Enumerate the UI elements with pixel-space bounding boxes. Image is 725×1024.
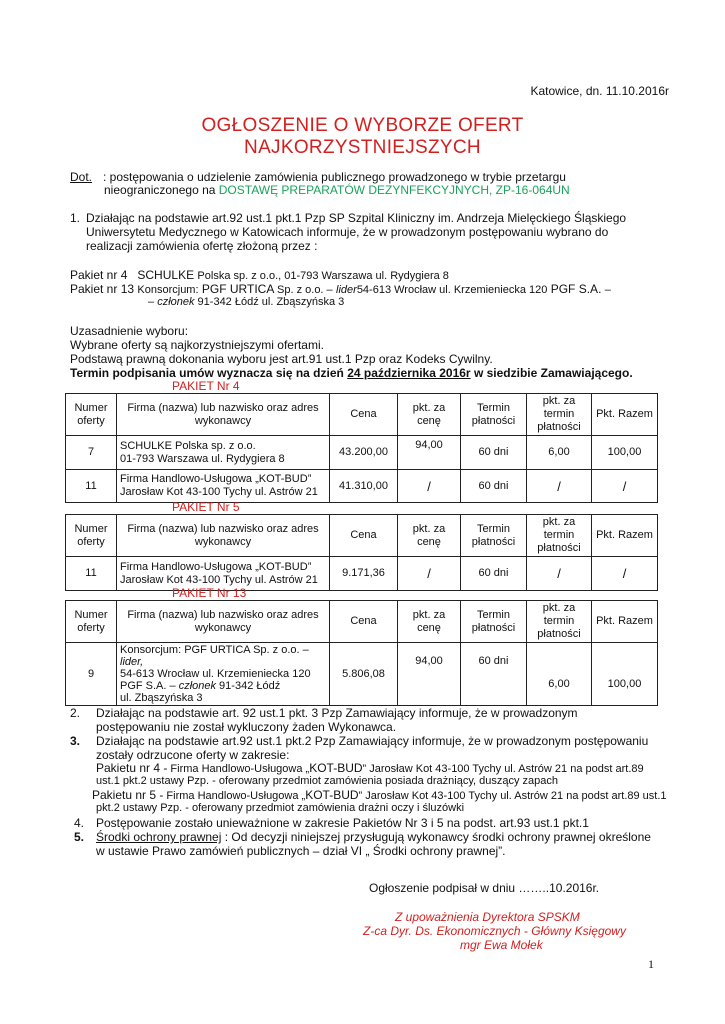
header-term-points: pkt. za termin płatności [527, 515, 592, 557]
firm-l1b: PGF URTICA [184, 644, 251, 656]
table-row [66, 436, 658, 470]
header-price-points: pkt. za cenę [398, 601, 461, 643]
justification-line2: Wybrane oferty są najkorzystniejszymi ofertami. [70, 338, 324, 352]
table-header-row [66, 394, 658, 436]
page-title-line1: OGŁOSZENIE O WYBORZE OFERT [201, 115, 524, 136]
firm-l3d: 91-342 Łódź [216, 680, 281, 692]
dot-text-line2 [104, 183, 570, 197]
p3b-text2: ” Jarosław Kot 43-100 Tychy ul. Astrów 21 na podst art.89 ust.1 [358, 790, 667, 802]
firm-name-a: Firma Handlowo-Usługowa „ [120, 473, 259, 485]
winner-p13-mid: Sp. z o.o. – [277, 284, 333, 296]
winner-p13-addr2: 91-342 Łódź ul. Zbąszyńska 3 [197, 296, 345, 308]
payment-term: 60 dni [461, 470, 527, 503]
price: 5.806,08 [330, 643, 398, 706]
point3-pakiet4-line2: ust.1 pkt.2 ustawy Pzp. - oferowany przedmiot zamówienia posiada drażniący, duszący zapach [96, 775, 559, 787]
point1-line2: Uniwersytetu Medycznego w Katowicach informuje, że w prowadzonym postępowaniu wybrano do [86, 225, 609, 239]
table-label-pakiet13: PAKIET Nr 13 [172, 586, 247, 600]
firm-l1c: Sp. z o.o. – [250, 644, 309, 656]
p3a-text2: ” Jarosław Kot 43-100 Tychy ul. Astrów 21 na podst art.89 [362, 763, 644, 775]
table-label-pakiet5: PAKIET Nr 5 [172, 500, 240, 514]
point5-text: : Od decyzji niniejszej przysługują wykonawcy środki ochrony prawnej określone [221, 830, 651, 844]
point3-num: 3. [70, 734, 81, 748]
header-firm: Firma (nazwa) lub nazwisko oraz adres wykonawcy [117, 515, 330, 557]
winner-p13-label: Pakiet nr 13 [70, 282, 135, 296]
winner-p13-czlonek: członek [157, 296, 195, 308]
offers-table-pakiet4 [65, 393, 658, 503]
header-offer-number: Numer oferty [66, 515, 117, 557]
total-points: 100,00 [592, 436, 658, 470]
term-points: / [527, 470, 592, 503]
winner-pakiet4 [70, 268, 449, 283]
header-price: Cena [330, 601, 398, 643]
point3-line1: Działając na podstawie art.92 ust.1 pkt.2 Pzp Zamawiający informuje, że w prowadzonym postępowaniu [96, 734, 649, 748]
term-points: 6,00 [527, 643, 592, 706]
offer-number: 7 [66, 436, 117, 470]
legal-remedies-link: Środki ochrony prawnej [96, 830, 222, 844]
firm-l1a: Konsorcjum: [120, 644, 185, 656]
point3-pakiet5 [92, 789, 667, 803]
p3b-text1: Firma Handlowo-Usługowa „ [163, 790, 306, 802]
point5-line2: w ustawie Prawo zamówień publicznych – dział VI „ Środki ochrony prawnej”. [96, 844, 506, 858]
justification-line3: Podstawą prawną dokonania wyboru jest art.91 ust.1 Pzp oraz Kodeks Cywilny. [70, 352, 493, 366]
point3-line2: zostały odrzucone oferty w zakresie: [96, 748, 290, 762]
header-total: Pkt. Razem [592, 601, 658, 643]
table-header-row [66, 601, 658, 643]
table-header-row [66, 515, 658, 557]
winner-pakiet13 [70, 282, 611, 297]
firm-address: 01-793 Warszawa ul. Rydygiera 8 [120, 452, 285, 465]
point1-num: 1. [70, 211, 81, 225]
header-price: Cena [330, 515, 398, 557]
signature-name: mgr Ewa Mołek [460, 938, 543, 952]
offer-number: 11 [66, 557, 117, 591]
header-payment-term: Termin płatności [461, 601, 527, 643]
winner-p4-label: Pakiet nr 4 [70, 268, 128, 282]
point3-pakiet5-line2: pkt.2 ustawy Pzp. - oferowany przedmiot zamówienia drażni oczy i śluzówki [96, 802, 465, 814]
offers-table-pakiet5 [65, 514, 658, 591]
term-date: 24 października 2016r [347, 366, 471, 380]
payment-term: 60 dni [461, 436, 527, 470]
header-price-points: pkt. za cenę [398, 515, 461, 557]
tender-subject: DOSTAWĘ PREPARATÓW DEZYNFEKCYJNYCH, ZP-16-064UN [218, 183, 570, 197]
payment-term: 60 dni [461, 557, 527, 591]
firm-l1d: lider, [120, 656, 144, 668]
winner-p4-company: SCHULKE [137, 268, 195, 282]
header-term-points: pkt. za termin płatności [527, 394, 592, 436]
point5-num: 5. [74, 830, 85, 844]
offers-table-pakiet13 [65, 600, 658, 706]
winner-p13-lider: lider [336, 284, 357, 296]
point4-num: 4. [74, 816, 85, 830]
winner-p13-dash: – [604, 284, 611, 296]
winner-p4-address: Polska sp. z o.o., 01-793 Warszawa ul. Rydygiera 8 [197, 270, 449, 282]
firm-name-kot: KOT-BUD [258, 473, 308, 485]
price: 9.171,36 [330, 557, 398, 591]
point2-num: 2. [70, 706, 81, 720]
point5-line1 [96, 830, 651, 844]
signed-date: Ogłoszenie podpisał w dniu ……..10.2016r. [369, 881, 600, 895]
dot-label-text: Dot. [70, 170, 93, 184]
table-label-pakiet4: PAKIET Nr 4 [172, 379, 240, 393]
header-total: Pkt. Razem [592, 394, 658, 436]
point3-pakiet4 [96, 762, 644, 776]
firm-cell [117, 643, 330, 706]
table-row [66, 643, 658, 706]
point1-line3: realizacji zamówienia ofertę złożoną przez : [86, 239, 318, 253]
header-total: Pkt. Razem [592, 515, 658, 557]
p3b-label: Pakietu nr 5 - [92, 788, 164, 802]
term-points: / [527, 557, 592, 591]
header-offer-number: Numer oferty [66, 601, 117, 643]
page-number: 1 [648, 957, 654, 971]
header-price-points: pkt. za cenę [398, 394, 461, 436]
point2-line2: postępowaniu nie został wykluczony żaden Wykonawca. [96, 720, 397, 734]
place-date: Katowice, dn. 11.10.2016r [530, 84, 669, 98]
header-term-points: pkt. za termin płatności [527, 601, 592, 643]
winner-p13-pgf: PGF S.A. [550, 282, 602, 296]
payment-term: 60 dni [461, 643, 527, 706]
price-points: / [398, 470, 461, 503]
header-offer-number: Numer oferty [66, 394, 117, 436]
offer-number: 9 [66, 643, 117, 706]
price: 43.200,00 [330, 436, 398, 470]
header-firm: Firma (nazwa) lub nazwisko oraz adres wykonawcy [117, 601, 330, 643]
p3a-label: Pakietu nr 4 - [96, 761, 168, 775]
winner-p13-addr: 54-613 Wrocław ul. Krzemieniecka 120 [356, 284, 548, 296]
point1-line1: Działając na podstawie art.92 ust.1 pkt.1 Pzp SP Szpital Kliniczny im. Andrzeja Mielęckiego Śląskiego [86, 211, 627, 225]
firm-l3b: – [166, 680, 179, 692]
firm-name-a: Firma Handlowo-Usługowa „ [120, 560, 259, 573]
firm-l3c: członek [178, 680, 216, 692]
header-payment-term: Termin płatności [461, 515, 527, 557]
dot-text-line1: : postępowania o udzielenie zamówienia publicznego prowadzonego w trybie przetargu [103, 170, 566, 184]
firm-cell [117, 470, 330, 503]
header-price: Cena [330, 394, 398, 436]
firm-name-kot: KOT-BUD [258, 560, 308, 573]
firm-l4: ul. Zbąszyńska 3 [120, 692, 203, 704]
dot-label [70, 170, 92, 184]
price-points: / [398, 557, 461, 591]
header-payment-term: Termin płatności [461, 394, 527, 436]
price-points: 94,00 [398, 643, 461, 706]
price-points: 94,00 [398, 436, 461, 470]
table-row [66, 557, 658, 591]
table-row [66, 470, 658, 503]
firm-l3a: PGF S.A. [120, 680, 167, 692]
total-points: / [592, 557, 658, 591]
p3a-text1: Firma Handlowo-Usługowa „ [167, 763, 310, 775]
p3a-kot: KOT-BUD [309, 761, 363, 775]
firm-address: Jarosław Kot 43-100 Tychy ul. Astrów 21 [120, 573, 318, 586]
total-points: 100,00 [592, 643, 658, 706]
firm-address: Jarosław Kot 43-100 Tychy ul. Astrów 21 [120, 486, 318, 498]
signing-term [70, 366, 633, 380]
firm-l2: 54-613 Wrocław ul. Krzemieniecka 120 [120, 668, 311, 680]
term-points: 6,00 [527, 436, 592, 470]
total-points: / [592, 470, 658, 503]
term-text-a: Termin podpisania umów wyznacza się na dzień [70, 366, 344, 380]
winner-p13-kons: Konsorcjum: [137, 284, 199, 296]
p3b-kot: KOT-BUD [305, 788, 359, 802]
firm-name: SCHULKE [120, 439, 172, 452]
term-text-b: w siedzibie Zamawiającego. [473, 366, 633, 380]
signature-line2: Z-ca Dyr. Ds. Ekonomicznych - Główny Księgowy [363, 924, 626, 938]
page-title-line2: NAJKORZYSTNIEJSZYCH [244, 137, 481, 158]
firm-name-rest: Polska sp. z o.o. [171, 439, 256, 452]
firm-name-c: ” [307, 473, 312, 485]
point4-line1: Postępowanie zostało unieważnione w zakresie Pakietów Nr 3 i 5 na podst. art.93 ust.1 pkt.1 [96, 816, 589, 830]
point2-line1: Działając na podstawie art. 92 ust.1 pkt. 3 Pzp Zamawiający informuje, że w prowadzonym [96, 706, 578, 720]
dot-text2: nieograniczonego na [104, 183, 216, 197]
signature-line1: Z upoważnienia Dyrektora SPSKM [395, 910, 580, 924]
justification-line1: Uzasadnienie wyboru: [70, 324, 189, 338]
firm-cell [117, 436, 330, 470]
header-firm: Firma (nazwa) lub nazwisko oraz adres wykonawcy [117, 394, 330, 436]
firm-name-c: ” [307, 560, 312, 573]
winner-p13-line2: – członek 91-342 Łódź ul. Zbąszyńska 3 [148, 296, 345, 308]
price: 41.310,00 [330, 470, 398, 503]
offer-number: 11 [66, 470, 117, 503]
winner-p13-company: PGF URTICA [201, 282, 274, 296]
